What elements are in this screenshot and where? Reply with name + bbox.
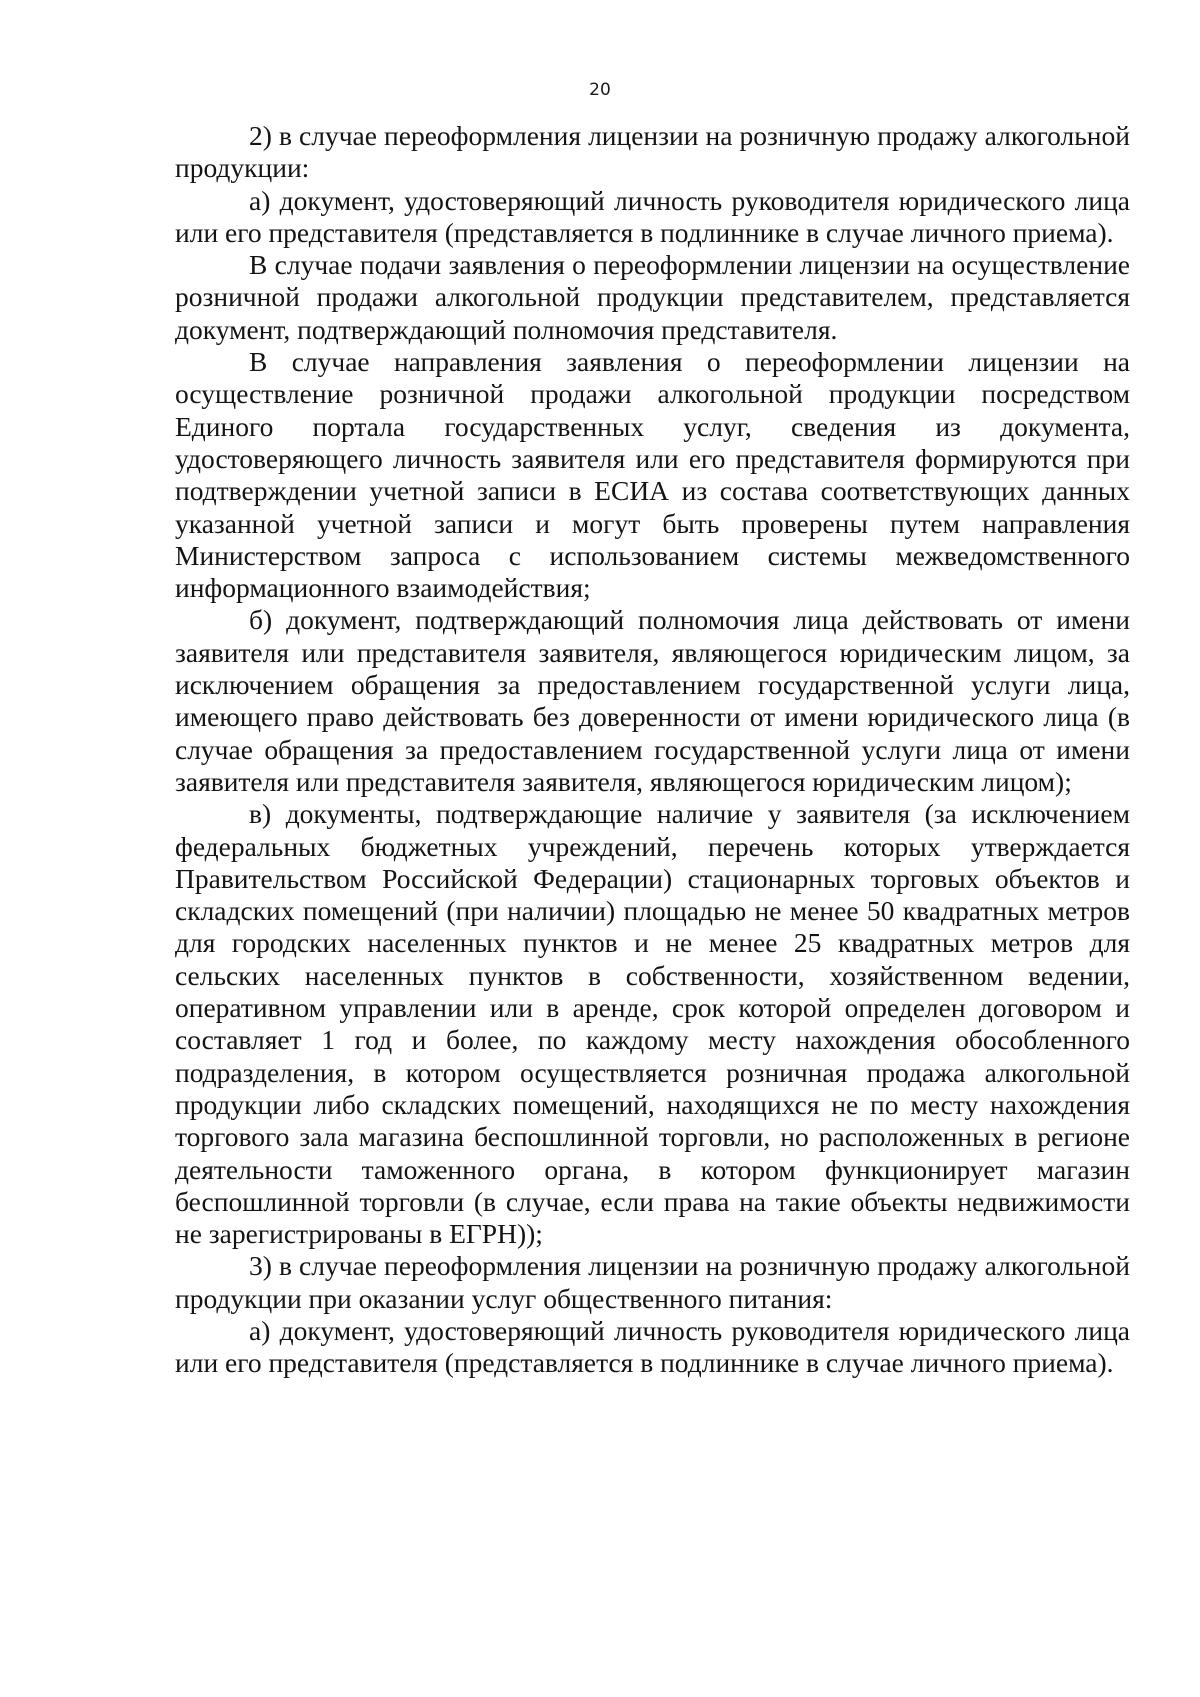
paragraph-item-3: 3) в случае переоформления лицензии на розничную продажу алкогольной продукции при оказании услуг общественного питания: (175, 1250, 1130, 1314)
page-number: 20 (589, 80, 611, 100)
paragraph-subitem-a-identity-document-2: а) документ, удостоверяющий личность руководителя юридического лица или его представителя (представляется в подлиннике в случае личного приема). (175, 1314, 1130, 1379)
paragraph-subitem-a-identity-document: а) документ, удостоверяющий личность руководителя юридического лица или его представителя (представляется в подлиннике в случае личного приема). (175, 184, 1130, 248)
paragraph-subitem-v-premises-documents: в) документы, подтверждающие наличие у заявителя (за исключением федеральных бюджетных учреждений, перечень которых утверждается Правительством Российской Федерации) стационарных торговых объектов и складских помещений (при наличии) площадью не менее 50 квадратных метров для городских населенных пунктов и не менее 25 квадратных метров для сельских населенных пунктов в собственности, хозяйственном ведении, оперативном управлении или в аренде, срок которой определен договором и составляет 1 год и более, по каждому месту нахождения обособленного подразделения, в котором осуществляется розничная продажа алкогольной продукции либо складских помещений, находящихся не по месту нахождения торгового зала магазина беспошлинной торговли, но расположенных в регионе деятельности таможенного органа, в котором функционирует магазин беспошлинной торговли (в случае, если права на такие объекты недвижимости не зарегистрированы в ЕГРН)); (175, 798, 1130, 1250)
document-body (175, 120, 1130, 1380)
paragraph-subitem-b-authority-document: б) документ, подтверждающий полномочия лица действовать от имени заявителя или представителя заявителя, являющегося юридическим лицом, за исключением обращения за предоставлением государственной услуги лица, имеющего право действовать без доверенности от имени юридического лица (в случае обращения за предоставлением государственной услуги лица от имени заявителя или представителя заявителя, являющегося юридическим лицом); (175, 604, 1130, 797)
paragraph-epgu-esia: В случае направления заявления о переоформлении лицензии на осуществление розничной продажи алкогольной продукции посредством Единого портала государственных услуг, сведения из документа, удостоверяющего личность заявителя или его представителя формируются при подтверждении учетной записи в ЕСИА из состава соответствующих данных указанной учетной записи и могут быть проверены путем направления Министерством запроса с использованием системы межведомственного информационного взаимодействия; (175, 346, 1130, 604)
paragraph-item-2: 2) в случае переоформления лицензии на розничную продажу алкогольной продукции: (175, 120, 1130, 184)
paragraph-representative-authority: В случае подачи заявления о переоформлении лицензии на осуществление розничной продажи алкогольной продукции представителем, представляется документ, подтверждающий полномочия представителя. (175, 249, 1130, 345)
